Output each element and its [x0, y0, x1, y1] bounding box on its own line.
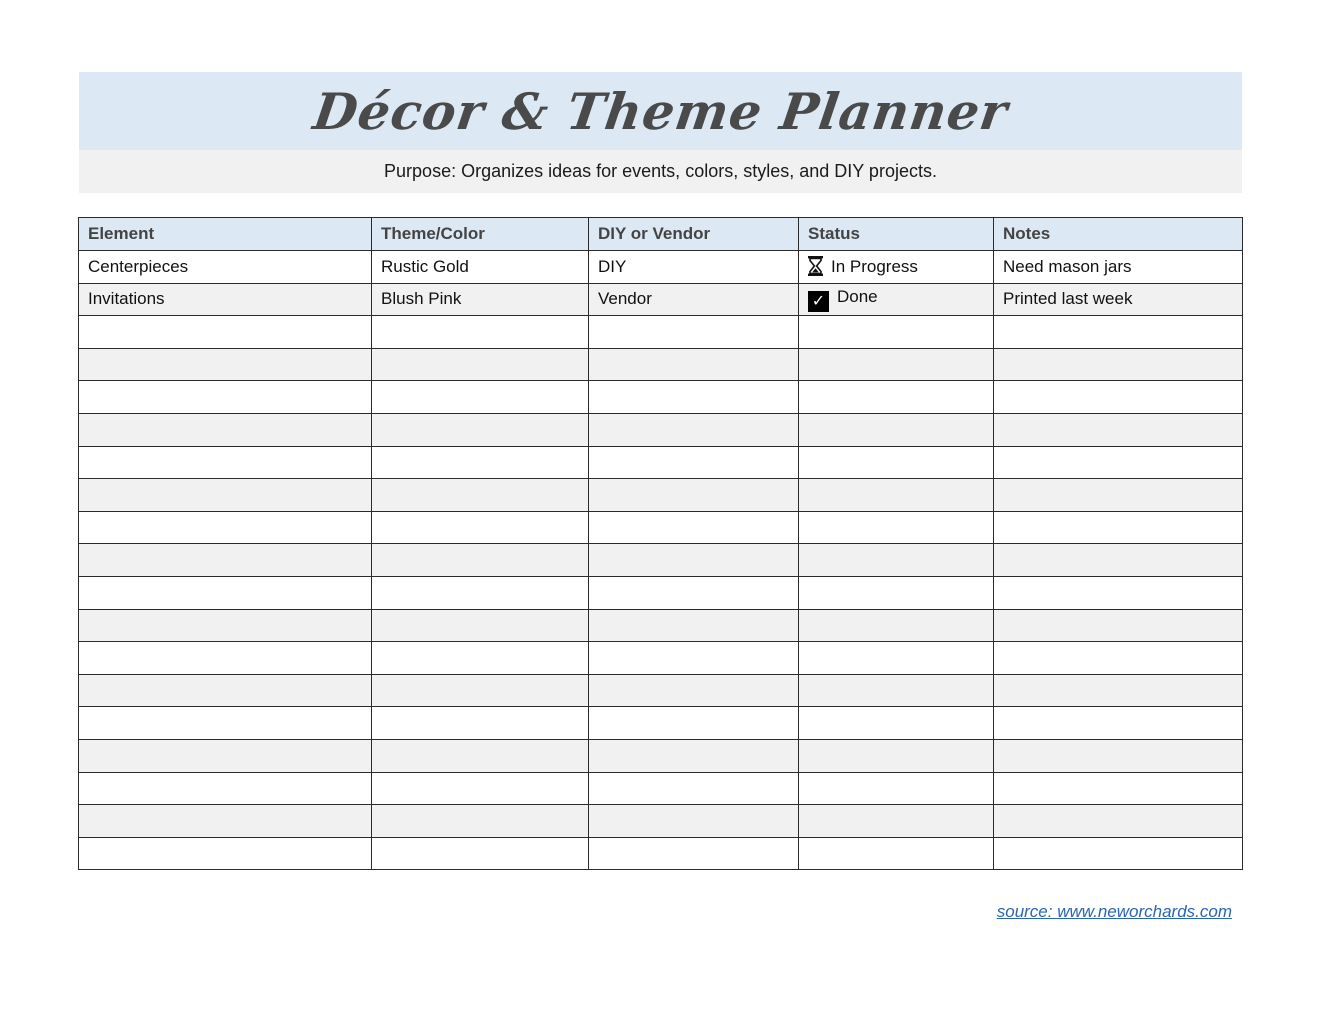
notes-cell[interactable] [994, 348, 1243, 381]
table-header-row [79, 218, 1243, 251]
column-header-notes: Notes [994, 218, 1243, 251]
theme-color-cell[interactable] [372, 576, 589, 609]
element-cell[interactable] [79, 805, 372, 838]
notes-cell[interactable] [994, 544, 1243, 577]
notes-cell[interactable] [994, 446, 1243, 479]
theme-color-cell[interactable] [372, 316, 589, 349]
empty-table-row [79, 674, 1243, 707]
theme-color-cell[interactable] [372, 772, 589, 805]
diy-vendor-cell[interactable] [589, 739, 799, 772]
status-cell[interactable] [799, 316, 994, 349]
notes-cell[interactable] [994, 707, 1243, 740]
theme-color-cell[interactable] [372, 609, 589, 642]
empty-table-row [79, 316, 1243, 349]
notes-cell[interactable] [994, 837, 1243, 870]
element-cell[interactable] [79, 446, 372, 479]
diy-vendor-cell[interactable] [589, 479, 799, 512]
element-cell[interactable] [79, 544, 372, 577]
notes-cell[interactable] [994, 642, 1243, 675]
notes-cell[interactable]: Printed last week [994, 283, 1243, 316]
theme-color-cell[interactable] [372, 739, 589, 772]
empty-table-row [79, 642, 1243, 675]
notes-cell[interactable] [994, 413, 1243, 446]
status-label: Done [837, 286, 878, 306]
status-cell[interactable] [799, 837, 994, 870]
column-header-element: Element [79, 218, 372, 251]
status-cell[interactable] [799, 609, 994, 642]
diy-vendor-cell[interactable] [589, 642, 799, 675]
status-label: In Progress [831, 257, 918, 277]
theme-color-cell[interactable] [372, 544, 589, 577]
diy-vendor-cell[interactable]: Vendor [589, 283, 799, 316]
empty-table-row [79, 413, 1243, 446]
status-cell[interactable] [799, 674, 994, 707]
status-cell[interactable] [799, 283, 994, 316]
notes-cell[interactable]: Need mason jars [994, 251, 1243, 284]
title-banner [79, 72, 1242, 150]
source-link[interactable]: source: www.neworchards.com [996, 902, 1232, 921]
status-cell[interactable] [799, 479, 994, 512]
page-title: Décor & Theme Planner [309, 81, 1012, 141]
element-cell[interactable]: Invitations [79, 283, 372, 316]
notes-cell[interactable] [994, 316, 1243, 349]
checkbox-checked-icon: ✓ [808, 291, 829, 312]
theme-color-cell[interactable] [372, 837, 589, 870]
theme-color-cell[interactable]: Rustic Gold [372, 251, 589, 284]
diy-vendor-cell[interactable] [589, 316, 799, 349]
empty-table-row [79, 772, 1243, 805]
notes-cell[interactable] [994, 772, 1243, 805]
status-cell[interactable] [799, 511, 994, 544]
notes-cell[interactable] [994, 739, 1243, 772]
notes-cell[interactable] [994, 479, 1243, 512]
purpose-banner [79, 150, 1242, 193]
theme-color-cell[interactable] [372, 381, 589, 414]
diy-vendor-cell[interactable] [589, 576, 799, 609]
theme-color-cell[interactable] [372, 805, 589, 838]
diy-vendor-cell[interactable] [589, 446, 799, 479]
table-row [79, 251, 1243, 284]
column-header-diy-vendor: DIY or Vendor [589, 218, 799, 251]
column-header-status: Status [799, 218, 994, 251]
status-cell[interactable] [799, 381, 994, 414]
column-header-theme-color: Theme/Color [372, 218, 589, 251]
diy-vendor-cell[interactable] [589, 544, 799, 577]
diy-vendor-cell[interactable] [589, 609, 799, 642]
element-cell[interactable] [79, 381, 372, 414]
purpose-text: Purpose: Organizes ideas for events, colors, styles, and DIY projects. [384, 161, 937, 181]
diy-vendor-cell[interactable] [589, 772, 799, 805]
diy-vendor-cell[interactable] [589, 707, 799, 740]
empty-table-row [79, 609, 1243, 642]
element-cell[interactable] [79, 674, 372, 707]
status-cell[interactable] [799, 772, 994, 805]
empty-table-row [79, 381, 1243, 414]
empty-table-row [79, 446, 1243, 479]
status-cell[interactable] [799, 707, 994, 740]
status-cell[interactable] [799, 413, 994, 446]
status-cell[interactable] [799, 348, 994, 381]
empty-table-row [79, 544, 1243, 577]
notes-cell[interactable] [994, 511, 1243, 544]
diy-vendor-cell[interactable] [589, 381, 799, 414]
element-cell[interactable] [79, 642, 372, 675]
status-cell[interactable] [799, 544, 994, 577]
status-cell[interactable] [799, 446, 994, 479]
hourglass-icon [808, 256, 823, 276]
empty-table-row [79, 479, 1243, 512]
empty-table-row [79, 837, 1243, 870]
element-cell[interactable] [79, 479, 372, 512]
theme-color-cell[interactable] [372, 413, 589, 446]
notes-cell[interactable] [994, 381, 1243, 414]
empty-table-row [79, 805, 1243, 838]
element-cell[interactable] [79, 772, 372, 805]
notes-cell[interactable] [994, 609, 1243, 642]
diy-vendor-cell[interactable] [589, 837, 799, 870]
element-cell[interactable] [79, 739, 372, 772]
diy-vendor-cell[interactable] [589, 805, 799, 838]
element-cell[interactable] [79, 707, 372, 740]
diy-vendor-cell[interactable] [589, 348, 799, 381]
theme-color-cell[interactable]: Blush Pink [372, 283, 589, 316]
theme-color-cell[interactable] [372, 479, 589, 512]
empty-table-row [79, 576, 1243, 609]
diy-vendor-cell[interactable]: DIY [589, 251, 799, 284]
element-cell[interactable] [79, 348, 372, 381]
diy-vendor-cell[interactable] [589, 413, 799, 446]
theme-color-cell[interactable] [372, 446, 589, 479]
empty-table-row [79, 511, 1243, 544]
status-cell[interactable] [799, 576, 994, 609]
theme-color-cell[interactable] [372, 674, 589, 707]
notes-cell[interactable] [994, 576, 1243, 609]
element-cell[interactable] [79, 511, 372, 544]
table-row [79, 283, 1243, 316]
notes-cell[interactable] [994, 674, 1243, 707]
theme-color-cell[interactable] [372, 642, 589, 675]
theme-color-cell[interactable] [372, 348, 589, 381]
element-cell[interactable] [79, 837, 372, 870]
status-cell[interactable] [799, 739, 994, 772]
diy-vendor-cell[interactable] [589, 674, 799, 707]
status-cell[interactable] [799, 251, 994, 284]
element-cell[interactable] [79, 413, 372, 446]
status-cell[interactable] [799, 805, 994, 838]
element-cell[interactable]: Centerpieces [79, 251, 372, 284]
planner-table [78, 217, 1243, 870]
theme-color-cell[interactable] [372, 511, 589, 544]
notes-cell[interactable] [994, 805, 1243, 838]
empty-table-row [79, 739, 1243, 772]
theme-color-cell[interactable] [372, 707, 589, 740]
element-cell[interactable] [79, 609, 372, 642]
status-cell[interactable] [799, 642, 994, 675]
empty-table-row [79, 348, 1243, 381]
element-cell[interactable] [79, 576, 372, 609]
empty-table-row [79, 707, 1243, 740]
diy-vendor-cell[interactable] [589, 511, 799, 544]
element-cell[interactable] [79, 316, 372, 349]
